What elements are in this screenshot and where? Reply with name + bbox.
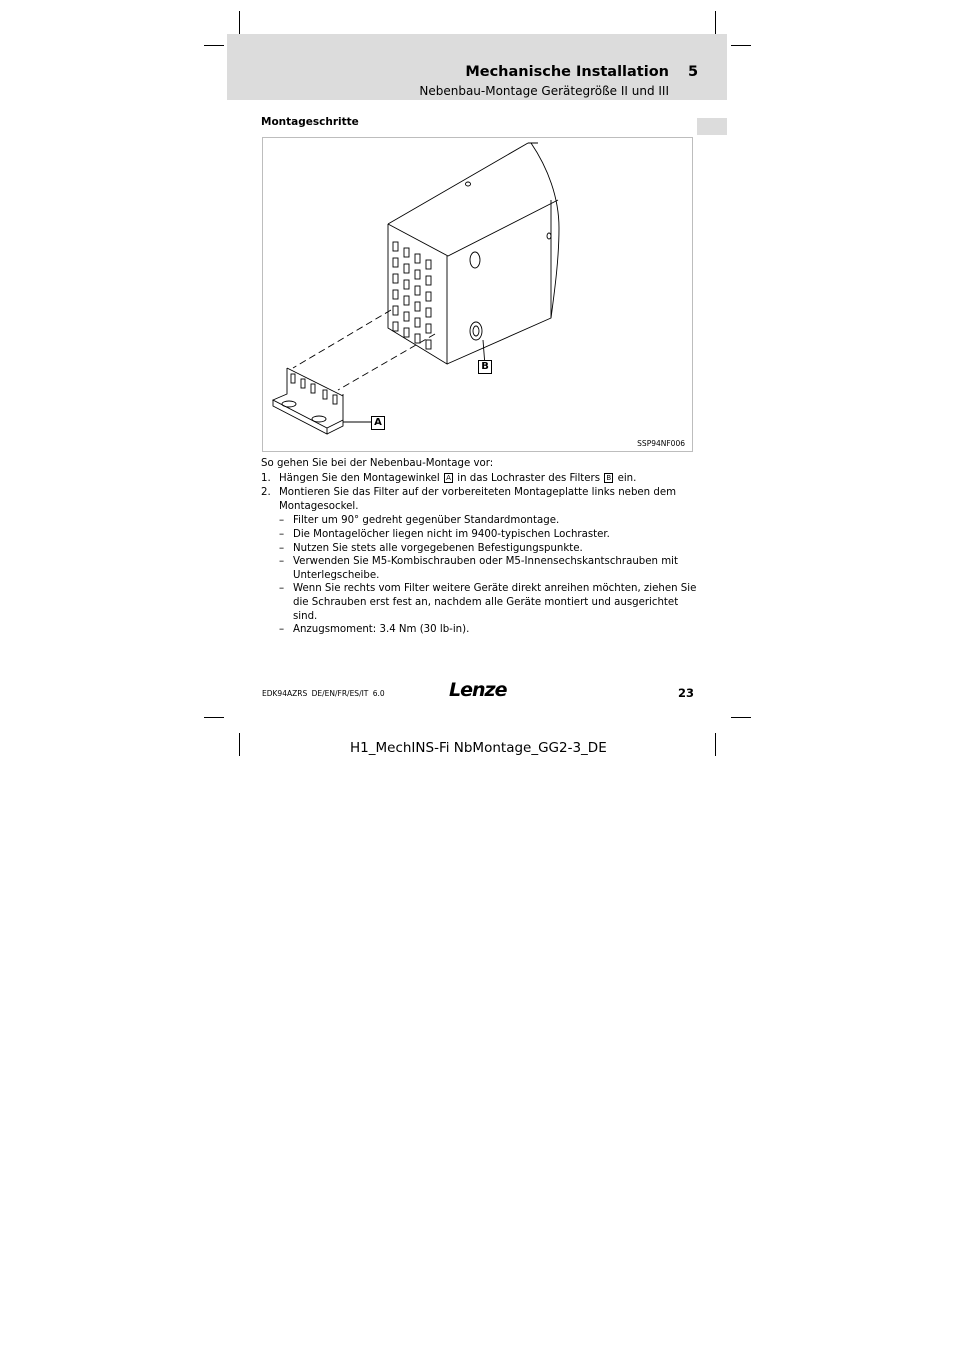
alignment-lines (293, 310, 435, 390)
crop-mark (204, 45, 224, 46)
step-number: 1. (261, 472, 271, 484)
list-item: – Nutzen Sie stets alle vorgegebenen Befestigungspunkte. (279, 542, 583, 554)
chapter-title: Mechanische Installation (465, 64, 669, 80)
crop-mark (731, 717, 751, 718)
step-2: 2. Montieren Sie das Filter auf der vorbereiteten Montageplatte links neben dem Montagesockel. (261, 487, 677, 512)
filter-mounting-illustration (263, 138, 694, 453)
page-number: 23 (678, 686, 695, 700)
crop-mark (239, 733, 240, 756)
list-item: – Wenn Sie rechts vom Filter weitere Geräte direkt anreihen möchten, ziehen Sie die Schrauben erst fest an, nachdem alle Geräte montiert und ausgerichtet sind. (279, 583, 697, 622)
side-hole-upper (470, 252, 480, 268)
crop-mark (204, 717, 224, 718)
print-slug: H1_MechINS-Fi NbMontage_GG2-3_DE (350, 740, 607, 756)
crop-mark (239, 11, 240, 34)
list-item: – Anzugsmoment: 3.4 Nm (30 lb-in). (279, 624, 470, 636)
list-item: – Filter um 90° gedreht gegenüber Standardmontage. (279, 515, 560, 527)
intro-text: So gehen Sie bei der Nebenbau-Montage vor: (261, 458, 494, 469)
label-b: B (478, 360, 492, 374)
ref-a: A (444, 473, 453, 483)
side-tab (697, 118, 727, 135)
chapter-subtitle: Nebenbau-Montage Gerätegröße II und III (419, 84, 669, 98)
lenze-logo: Lenze (449, 679, 507, 701)
side-hole-lower (470, 322, 482, 340)
mounting-bracket (273, 368, 343, 434)
filter-top-edges (388, 143, 558, 256)
section-heading: Montageschritte (261, 116, 359, 128)
ref-b: B (604, 473, 613, 483)
front-slot-grid (393, 242, 431, 349)
top-screw (466, 182, 471, 186)
instructions (261, 457, 701, 637)
crop-mark (731, 45, 751, 46)
list-item: – Die Montagelöcher liegen nicht im 9400-typischen Lochraster. (279, 528, 610, 540)
filter-side-face (447, 200, 551, 364)
list-item: – Verwenden Sie M5-Kombischrauben oder M5-Innensechskantschrauben mit Unterlegscheibe. (279, 556, 678, 581)
filter-cut-edge (531, 143, 559, 318)
side-screw (547, 233, 551, 239)
label-a: A (371, 416, 385, 430)
crop-mark (715, 733, 716, 756)
crop-mark (715, 11, 716, 34)
figure-code: SSP94NF006 (637, 439, 685, 448)
document-id: EDK94AZRS DE/EN/FR/ES/IT 6.0 (262, 689, 385, 698)
chapter-number: 5 (688, 64, 699, 80)
figure-frame (262, 137, 693, 452)
step-1: 1. Hängen Sie den Montagewinkel A in das Lochraster des Filters B ein. (261, 472, 637, 484)
step-number: 2. (261, 487, 271, 499)
